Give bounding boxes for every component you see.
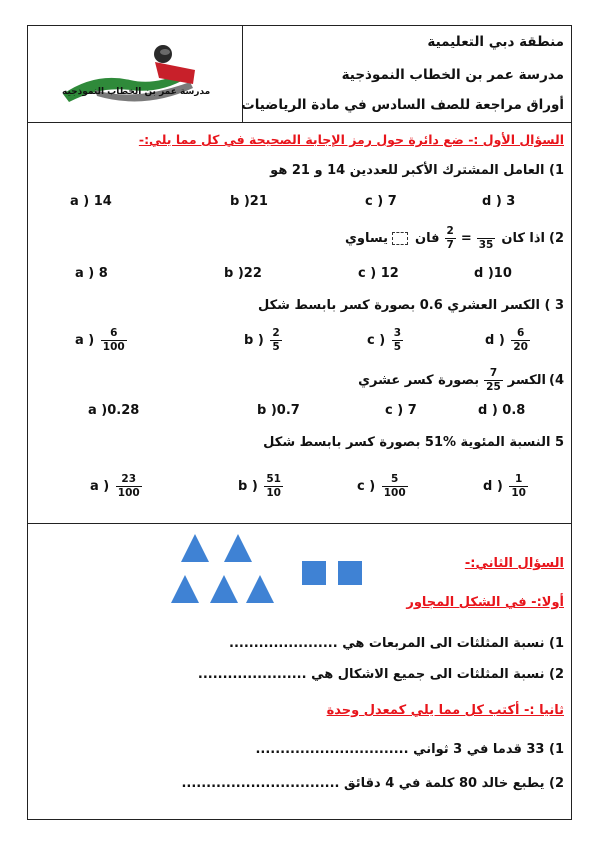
triangle-shape [246, 575, 274, 603]
header-school: مدرسة عمر بن الخطاب النموذجية [341, 67, 564, 83]
header-subject: أوراق مراجعة للصف السادس في مادة الرياضيات [241, 97, 564, 113]
q2-equals: = [460, 231, 472, 247]
q2-fraction-2: $\frac{2}{7}$ [446, 225, 454, 252]
q5-option-b[interactable]: b ) $\frac{51}{10}$ [238, 473, 281, 500]
q3-option-b[interactable]: b ) $\frac{2}{5}$ [244, 327, 280, 354]
part2-item-2: 2) يطبع خالد 80 كلمة في 4 دقائق ................................ [181, 776, 564, 791]
q2-option-a[interactable]: a ) 8 [75, 266, 108, 281]
q3-option-a[interactable]: a ) $\frac{6}{100}$ [75, 327, 125, 354]
q2-option-b[interactable]: b )22 [224, 266, 262, 281]
part1-item-2: 2) نسبة المثلثات الى جميع الاشكال هي ...................... [197, 667, 564, 682]
part1-item-1: 1) نسبة المثلثات الى المربعات هي ...................... [229, 636, 564, 651]
section1-title: السؤال الأول :- ضع دائرة حول رمز الإجابة الصحيحة في كل مما يلي:- [138, 132, 564, 147]
q2-option-d[interactable]: d )10 [474, 266, 512, 281]
q4-text [355, 368, 564, 393]
q5-option-a[interactable]: a ) $\frac{23}{100}$ [90, 473, 140, 500]
section2-part2-title: ثانيا :- أكتب كل مما يلي كمعدل وحدة [326, 703, 564, 718]
q1-option-d[interactable]: d ) 3 [482, 194, 516, 209]
q2-post: يساوي [345, 231, 388, 247]
logo-caption: مدرسة عمر بن الخطاب النموذجيه [62, 87, 211, 97]
q2-fraction-1: 35 [478, 239, 494, 252]
q2-blank-box [392, 232, 408, 245]
q2-fan: فان [415, 231, 440, 247]
square-shape [302, 561, 326, 585]
school-logo [55, 32, 205, 117]
header-region: منطقة دبي التعليمية [427, 34, 564, 50]
triangle-shape [210, 575, 238, 603]
q1-text: 1) العامل المشترك الأكبر للعددين 14 و 21 هو [270, 163, 564, 178]
part2-item-1: 1) 33 قدما في 3 ثواني ............................... [255, 742, 564, 757]
q4-fraction: $\frac{7}{25}$ [486, 367, 501, 394]
section2-title: السؤال الثاني:- [464, 556, 564, 571]
section-divider [27, 523, 572, 524]
q5-option-c[interactable]: c ) $\frac{5}{100}$ [357, 473, 406, 500]
header-bottom-line [27, 122, 572, 123]
q4-option-b[interactable]: b )0.7 [257, 403, 300, 418]
q4-option-a[interactable]: a )0.28 [88, 403, 140, 418]
q2-text [345, 226, 564, 251]
q4-pre: الكسر [507, 373, 546, 389]
triangle-shape [181, 534, 209, 562]
triangle-shape [224, 534, 252, 562]
triangle-shape [171, 575, 199, 603]
q4-number: 4) [549, 373, 564, 389]
q4-post: بصورة كسر عشري [358, 373, 480, 389]
q1-option-b[interactable]: b )21 [230, 194, 268, 209]
q3-text: 3 ) الكسر العشري 0.6 بصورة كسر بابسط شكل [258, 298, 564, 313]
q3-option-c[interactable]: c ) $\frac{3}{5}$ [367, 327, 402, 354]
q4-option-c[interactable]: c ) 7 [385, 403, 417, 418]
shapes-figure [165, 532, 370, 607]
q2-number: 2) [549, 231, 564, 247]
q1-option-a[interactable]: a ) 14 [70, 194, 112, 209]
q4-option-d[interactable]: d ) 0.8 [478, 403, 526, 418]
q1-option-c[interactable]: c ) 7 [365, 194, 397, 209]
q2-pre: اذا كان [501, 231, 545, 247]
q3-option-d[interactable]: d ) $\frac{6}{20}$ [485, 327, 528, 354]
q5-text: 5 النسبة المئوية %51 بصورة كسر بابسط شكل [263, 435, 564, 450]
square-shape [338, 561, 362, 585]
q2-option-c[interactable]: c ) 12 [358, 266, 399, 281]
q5-option-d[interactable]: d ) $\frac{1}{10}$ [483, 473, 526, 500]
section2-part1-title: أولا:- في الشكل المجاور [406, 595, 564, 610]
